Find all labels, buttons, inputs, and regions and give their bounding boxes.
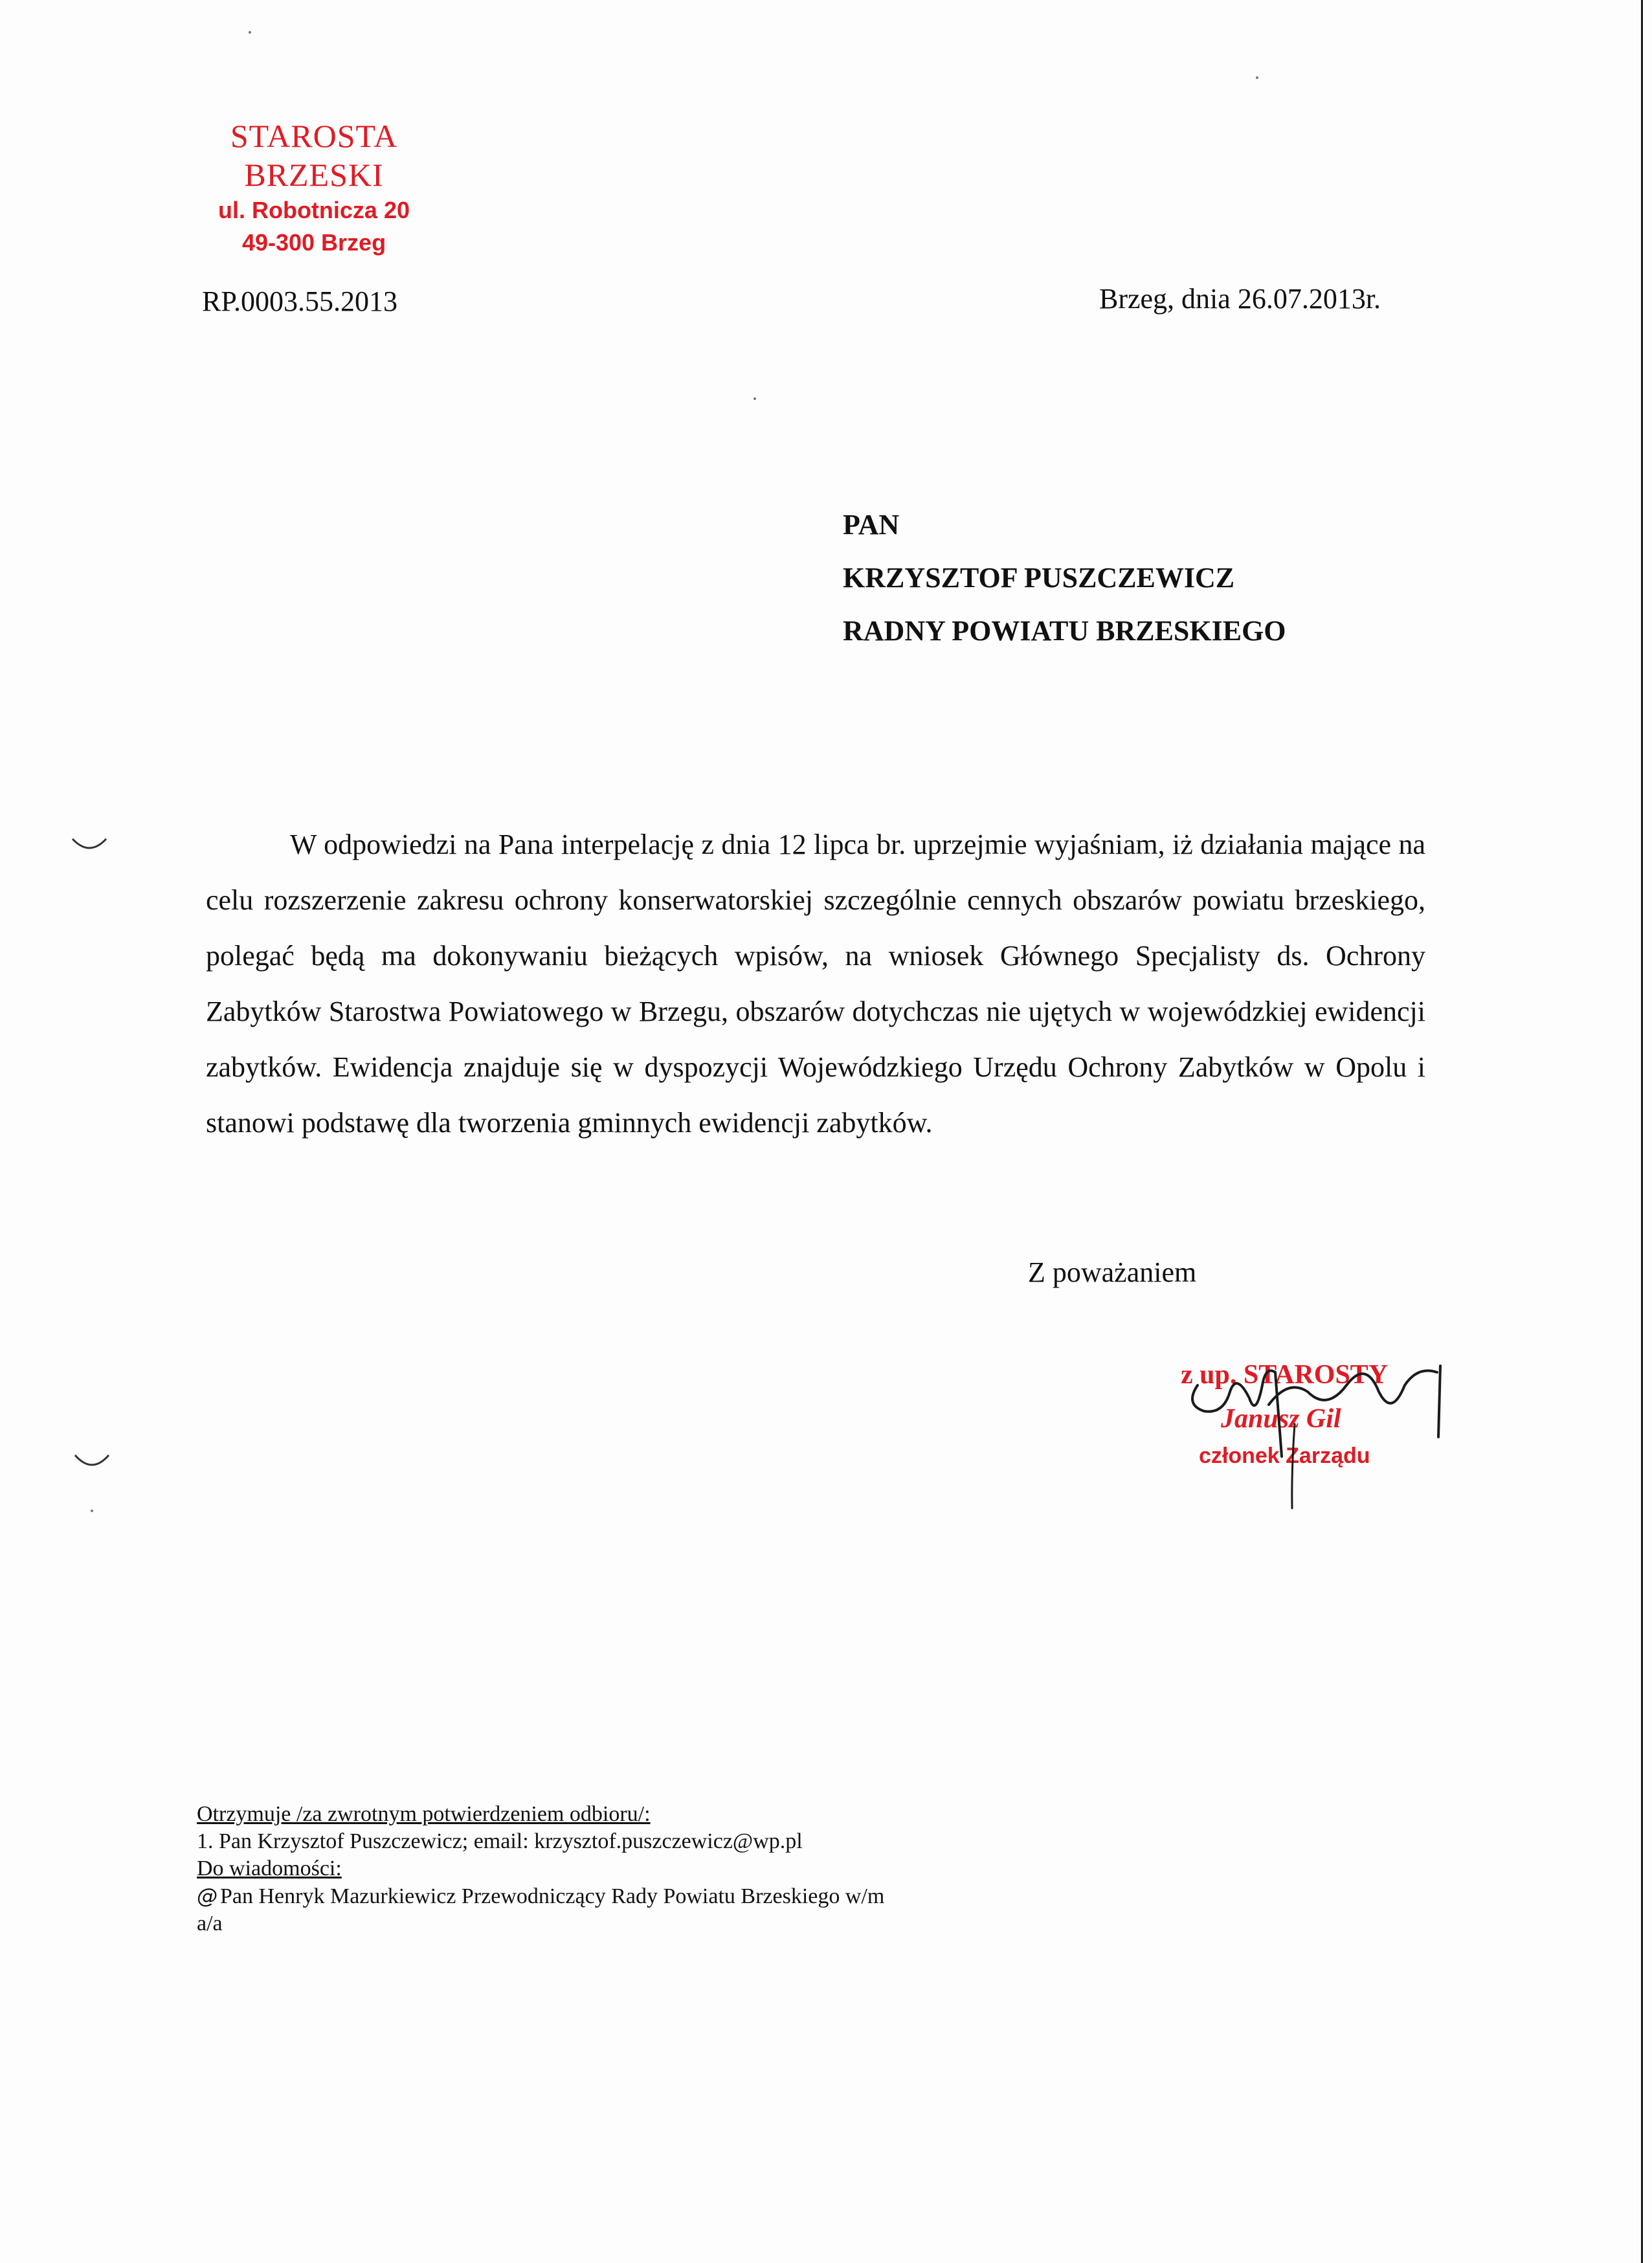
- signature-stamp-name: Janusz Gil: [1221, 1404, 1341, 1434]
- scan-edge-line: [1641, 0, 1643, 2263]
- distribution-item-text: Pan Henryk Mazurkiewicz Przewodniczący Rady Powiatu Brzeskiego w/m: [220, 1884, 885, 1908]
- place-date: Brzeg, dnia 26.07.2013r.: [1099, 283, 1381, 315]
- office-stamp: [162, 117, 466, 259]
- closing-salutation: Z poważaniem: [1028, 1256, 1197, 1288]
- punch-hole-mark: [73, 1453, 111, 1472]
- recipient-block: [843, 498, 1286, 658]
- stamp-street: ul. Robotnicza 20: [218, 197, 410, 223]
- letter-body: W odpowiedzi na Pana interpelację z dnia 12 lipca br. uprzejmie wyjaśniam, iż działania mające na celu rozszerzenie zakresu ochrony konserwatorskiej szczególnie cennych obszarów powiatu brzeskiego, polegać będą ma dokonywaniu bieżących wpisów, na wniosek Głównego Specjalisty ds. Ochrony Zabytków Starostwa Powiatowego w Brzegu, obszarów dotychczas nie ujętych w wojewódzkiej ewidencji zabytków. Ewidencja znajduje się w dyspozycji Wojewódzkiego Urzędu Ochrony Zabytków w Opolu i stanowi podstawę dla tworzenia gminnych ewidencji zabytków.: [206, 829, 1425, 1139]
- cc-heading: Do wiadomości:: [197, 1856, 342, 1880]
- distribution-list: [197, 1801, 884, 1937]
- scan-speck: [249, 31, 251, 34]
- scan-speck: [753, 397, 756, 400]
- handwritten-mark-icon: @: [197, 1884, 218, 1908]
- distribution-heading: Otrzymuje /za zwrotnym potwierdzeniem odbioru/:: [197, 1802, 651, 1826]
- distribution-item: [197, 1882, 884, 1910]
- recipient-line: KRZYSZTOF PUSZCZEWICZ: [843, 562, 1235, 594]
- stamp-city: 49-300 Brzeg: [241, 229, 386, 256]
- signature-stamp-role: członek Zarządu: [1199, 1444, 1370, 1468]
- reference-number: RP.0003.55.2013: [202, 285, 397, 317]
- recipient-line: RADNY POWIATU BRZESKIEGO: [843, 615, 1286, 647]
- handwritten-signature: [1178, 1346, 1457, 1528]
- signature-block: [1178, 1346, 1457, 1528]
- distribution-item: 1. Pan Krzysztof Puszczewicz; email: krzysztof.puszczewicz@wp.pl: [197, 1829, 803, 1853]
- recipient-line: PAN: [843, 509, 900, 541]
- stamp-title: STAROSTA BRZESKI: [230, 118, 398, 193]
- distribution-item: a/a: [197, 1912, 223, 1935]
- signature-stamp-authority: z up. STAROSTY: [1181, 1360, 1389, 1390]
- scan-speck: [91, 1510, 93, 1512]
- scan-speck: [1256, 76, 1258, 79]
- punch-hole-mark: [70, 835, 109, 854]
